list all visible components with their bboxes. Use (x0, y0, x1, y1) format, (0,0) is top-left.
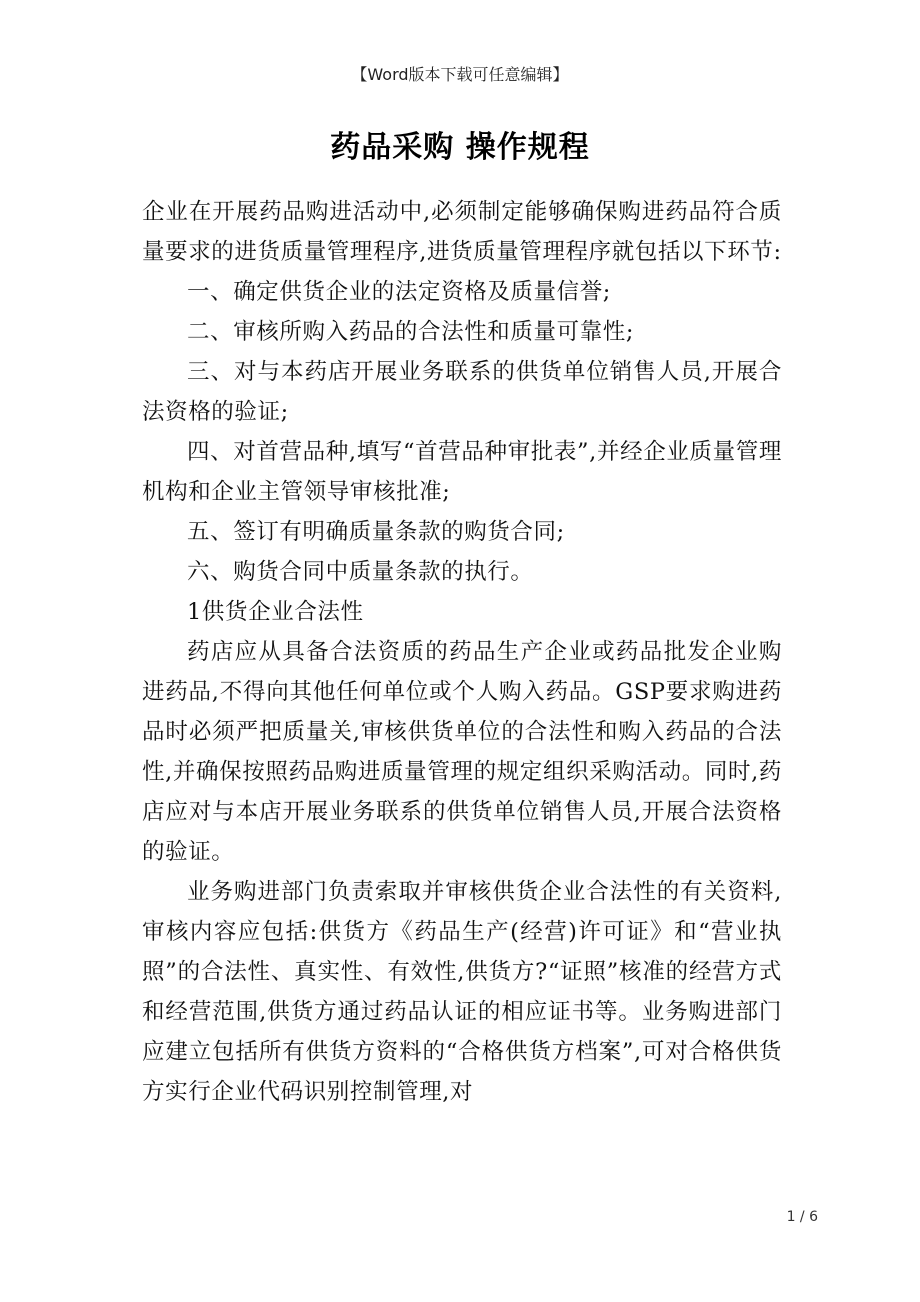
list-item-2: 二、审核所购入药品的合法性和质量可靠性; (187, 319, 635, 345)
paragraph-supplier-legality: 药店应从具备合法资质的药品生产企业或药品批发企业购进药品,不得向其他任何单位或个人购入药品。GSP要求购进药品时必须严把质量关,审核供货单位的合法性和购入药品的合法性,并确保按照药品购进质量管理的规定组织采购活动。同时,药店应对与本店开展业务联系的供货单位销售人员,开展合法资格的验证。 (142, 639, 782, 865)
paragraph-intro: 企业在开展药品购进活动中,必须制定能够确保购进药品符合质量要求的进货质量管理程序,进货质量管理程序就包括以下环节: (142, 199, 782, 265)
list-item-4: 四、对首营品种,填写“首营品种审批表”,并经企业质量管理机构和企业主管领导审核批准; (142, 439, 782, 505)
list-item-6: 六、购货合同中质量条款的执行。 (187, 559, 534, 585)
download-note: 【Word版本下载可任意编辑】 (351, 65, 569, 84)
list-item-3: 三、对与本药店开展业务联系的供货单位销售人员,开展合法资格的验证; (142, 359, 782, 425)
document-body (142, 192, 782, 1112)
page-number: 1 / 6 (786, 1209, 818, 1225)
list-item-1: 一、确定供货企业的法定资格及质量信誉; (187, 279, 611, 305)
section-heading: 1供货企业合法性 (187, 599, 364, 625)
document-title: 药品采购 操作规程 (330, 130, 590, 165)
paragraph-procurement-review: 业务购进部门负责索取并审核供货企业合法性的有关资料,审核内容应包括:供货方《药品生产(经营)许可证》和“营业执照”的合法性、真实性、有效性,供货方?“证照”核准的经营方式和经营范围,供货方通过药品认证的相应证书等。业务购进部门应建立包括所有供货方资料的“合格供货方档案”,可对合格供货方实行企业代码识别控制管理,对 (142, 879, 782, 1105)
list-item-5: 五、签订有明确质量条款的购货合同; (187, 519, 565, 545)
